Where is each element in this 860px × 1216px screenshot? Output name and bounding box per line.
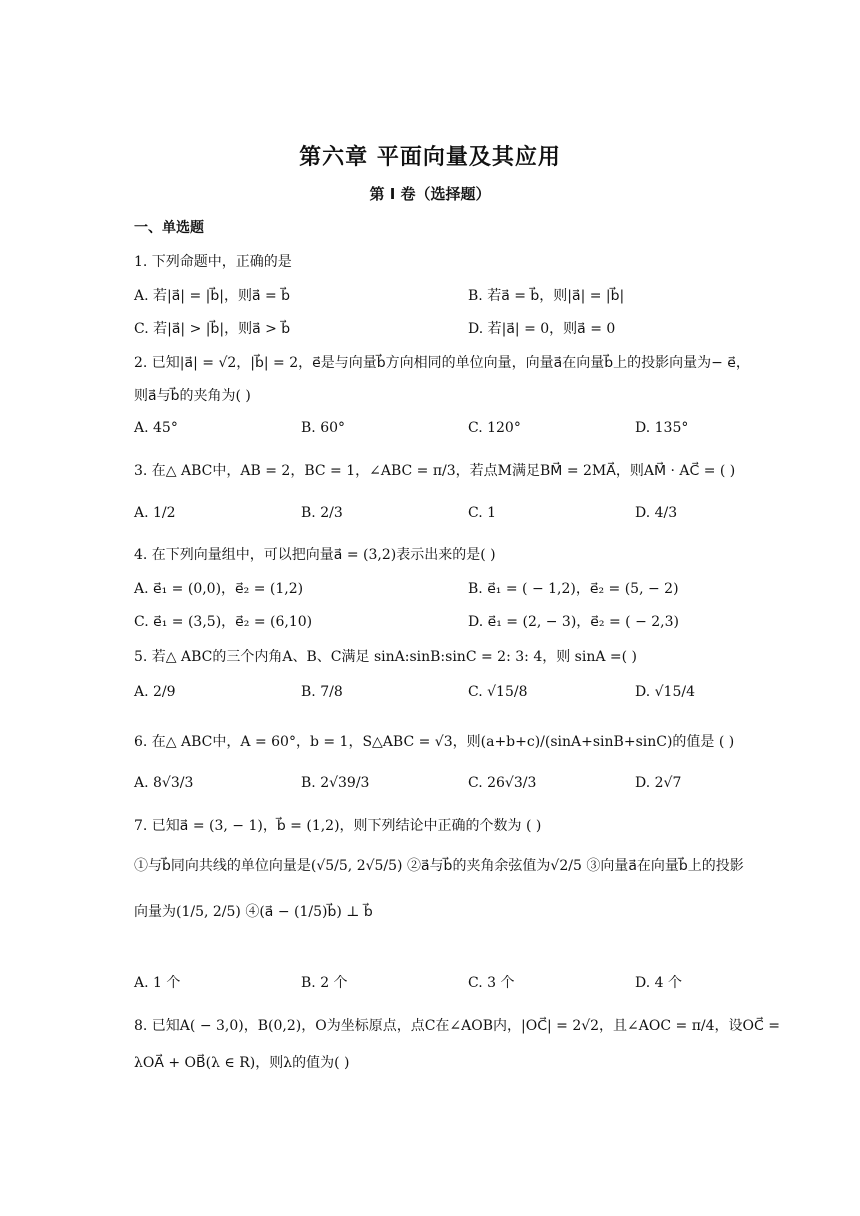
question-5-option-c: C. √15/8 bbox=[468, 684, 528, 700]
question-8-stem: 8. 已知A( − 3,0)，B(0,2)，O为坐标原点，点C在∠AOB内，|OC⃗| = 2√2，且∠AOC = π/4，设OC⃗ = bbox=[134, 1018, 780, 1034]
question-6-option-c: C. 26√3/3 bbox=[468, 775, 537, 791]
question-1-option-c: C. 若|a⃗| > |b⃗|，则a⃗ > b⃗ bbox=[134, 321, 291, 337]
question-3-option-d: D. 4/3 bbox=[635, 505, 678, 521]
question-3-option-b: B. 2/3 bbox=[301, 505, 343, 521]
question-2-option-c: C. 120° bbox=[468, 420, 521, 436]
question-7-option-b: B. 2 个 bbox=[301, 975, 348, 991]
question-3-stem: 3. 在△ ABC中，AB = 2，BC = 1，∠ABC = π/3，若点M满足BM⃗ = 2MA⃗，则AM⃗ · AC⃗ = ( ) bbox=[134, 463, 736, 479]
question-2-stem-continued: 则a⃗与b⃗的夹角为( ) bbox=[134, 388, 251, 404]
question-5-option-d: D. √15/4 bbox=[635, 684, 695, 700]
question-1-option-d: D. 若|a⃗| = 0，则a⃗ = 0 bbox=[468, 321, 616, 337]
question-7-statements-line-1: ①与b⃗同向共线的单位向量是(√5/5, 2√5/5) ②a⃗与b⃗的夹角余弦值为√2/5 ③向量a⃗在向量b⃗上的投影 bbox=[134, 858, 744, 874]
question-8-stem-continued: λOA⃗ + OB⃗(λ ∈ R)，则λ的值为( ) bbox=[134, 1055, 350, 1071]
question-7-option-d: D. 4 个 bbox=[635, 975, 682, 991]
question-1-option-a: A. 若|a⃗| = |b⃗|，则a⃗ = b⃗ bbox=[134, 288, 291, 304]
question-6-option-d: D. 2√7 bbox=[635, 775, 682, 791]
question-7-statements-line-2: 向量为(1/5, 2/5) ④(a⃗ − (1/5)b⃗) ⊥ b⃗ bbox=[134, 904, 373, 920]
question-5-option-a: A. 2/9 bbox=[134, 684, 176, 700]
question-4-stem: 4. 在下列向量组中，可以把向量a⃗ = (3,2)表示出来的是( ) bbox=[134, 547, 496, 563]
question-6-option-b: B. 2√39/3 bbox=[301, 775, 370, 791]
question-7-option-c: C. 3 个 bbox=[468, 975, 515, 991]
question-1-option-b: B. 若a⃗ = b⃗，则|a⃗| = |b⃗| bbox=[468, 288, 625, 304]
question-7-stem: 7. 已知a⃗ = (3, − 1)，b⃗ = (1,2)，则下列结论中正确的个数为 ( ) bbox=[134, 818, 542, 834]
page-title: 第六章 平面向量及其应用 bbox=[299, 145, 561, 170]
question-5-option-b: B. 7/8 bbox=[301, 684, 343, 700]
question-2-option-a: A. 45° bbox=[134, 420, 178, 436]
question-7-option-a: A. 1 个 bbox=[134, 975, 181, 991]
question-6-stem: 6. 在△ ABC中，A = 60°，b = 1，S△ABC = √3，则(a+b+c)/(sinA+sinB+sinC)的值是 ( ) bbox=[134, 734, 735, 750]
section-heading: 一、单选题 bbox=[134, 220, 204, 236]
question-6-option-a: A. 8√3/3 bbox=[134, 775, 194, 791]
question-4-option-d: D. e⃗₁ = (2, − 3)，e⃗₂ = ( − 2,3) bbox=[468, 614, 679, 630]
question-2-option-d: D. 135° bbox=[635, 420, 689, 436]
question-1-stem: 1. 下列命题中，正确的是 bbox=[134, 254, 292, 270]
page-subtitle: 第 I 卷（选择题） bbox=[369, 185, 491, 203]
question-5-stem: 5. 若△ ABC的三个内角A、B、C满足 sinA:sinB:sinC = 2: 3: 4，则 sinA =( ) bbox=[134, 649, 638, 665]
question-4-option-a: A. e⃗₁ = (0,0)，e⃗₂ = (1,2) bbox=[134, 581, 304, 597]
question-3-option-a: A. 1/2 bbox=[134, 505, 176, 521]
question-2-stem: 2. 已知|a⃗| = √2，|b⃗| = 2，e⃗是与向量b⃗方向相同的单位向量，向量a⃗在向量b⃗上的投影向量为− e⃗， bbox=[134, 355, 750, 371]
question-3-option-c: C. 1 bbox=[468, 505, 497, 521]
question-4-option-b: B. e⃗₁ = ( − 1,2)，e⃗₂ = (5, − 2) bbox=[468, 581, 679, 597]
question-4-option-c: C. e⃗₁ = (3,5)，e⃗₂ = (6,10) bbox=[134, 614, 313, 630]
question-2-option-b: B. 60° bbox=[301, 420, 346, 436]
